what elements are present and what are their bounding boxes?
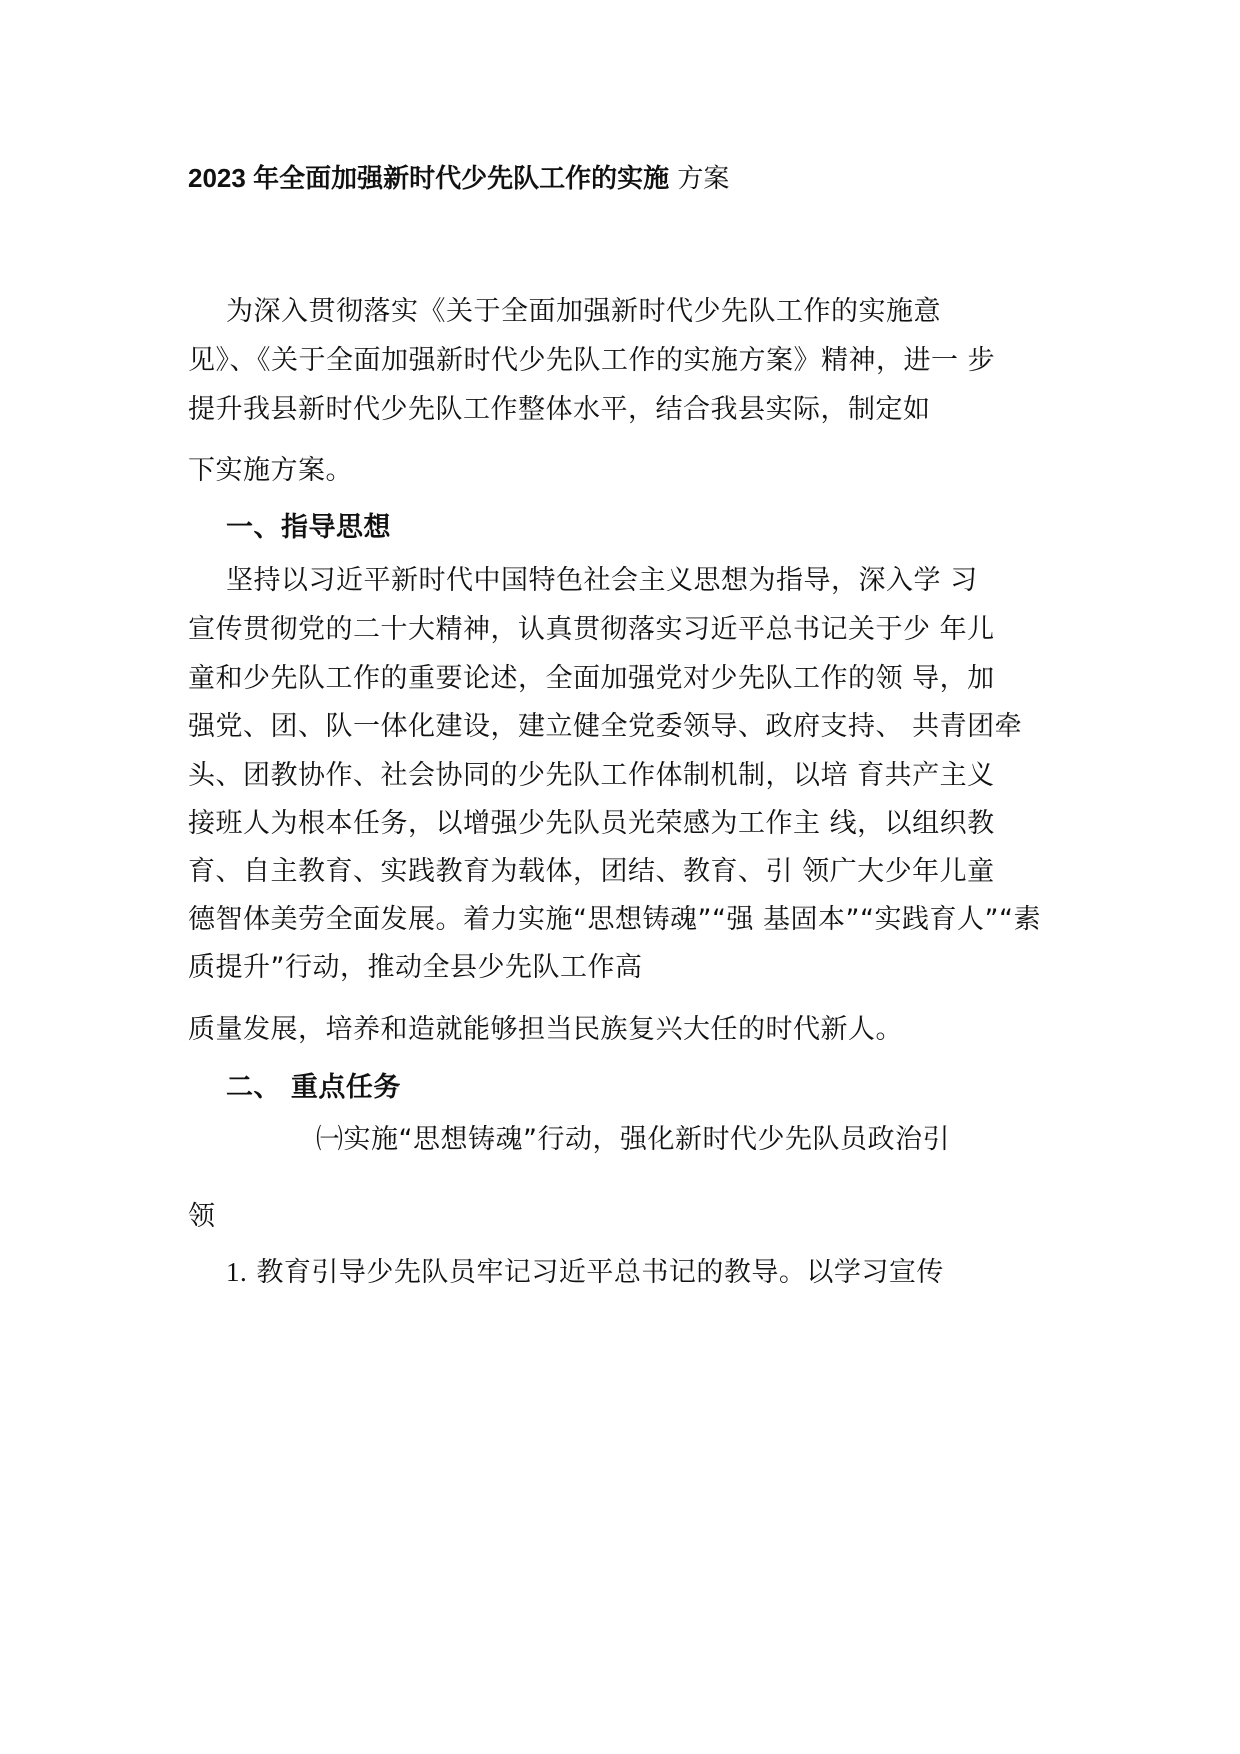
document-title [188, 160, 729, 197]
section1-line-5: 头、团教协作、社会协同的少先队工作体制机制，以培 育共产主义 [188, 760, 995, 791]
item-1-number: 1. [226, 1257, 248, 1287]
intro-line-4: 下实施方案。 [188, 455, 353, 486]
item-1-text: 教育引导少先队员牢记习近平总书记的教导。以学习宣传 [256, 1257, 944, 1288]
section1-line-2: 宣传贯彻党的二十大精神，认真贯彻落实习近平总书记关于少 年儿 [188, 614, 995, 645]
section1-line-4: 强党、团、队一体化建设，建立健全党委领导、政府支持、 共青团牵 [188, 711, 1023, 742]
intro-line-3: 提升我县新时代少先队工作整体水平，结合我县实际，制定如 [188, 394, 931, 425]
section1-line-10: 质量发展，培养和造就能够担当民族复兴大任的时代新人。 [188, 1014, 903, 1045]
section1-line-8: 德智体美劳全面发展。着力实施“思想铸魂”“强 基固本”“实践育人”“素 [188, 904, 1041, 935]
section1-line-7: 育、自主教育、实践教育为载体，团结、教育、引 领广大少年儿童 [188, 856, 995, 887]
intro-line-2: 见》、《关于全面加强新时代少先队工作的实施方案》精神，进一 步 [188, 345, 996, 376]
subsection-heading-1-continued: 领 [188, 1201, 216, 1232]
item-1 [226, 1252, 944, 1293]
section1-line-3: 童和少先队工作的重要论述，全面加强党对少先队工作的领 导，加 [188, 663, 995, 694]
section1-line-6: 接班人为根本任务，以增强少先队员光荣感为工作主 线，以组织教 [188, 808, 995, 839]
section-heading-guiding-ideology: 一、指导思想 [226, 512, 391, 543]
section1-line-9: 质提升”行动，推动全县少先队工作高 [188, 952, 643, 983]
subsection-heading-1: ㈠实施“思想铸魂”行动，强化新时代少先队员政治引 [316, 1124, 950, 1155]
section-heading-key-tasks: 二、 重点任务 [226, 1072, 401, 1103]
section1-line-1: 坚持以习近平新时代中国特色社会主义思想为指导，深入学 习 [226, 565, 978, 596]
title-main: 2023 年全面加强新时代少先队工作的实施 [188, 163, 670, 193]
title-tail: 方案 [669, 164, 730, 194]
intro-line-1: 为深入贯彻落实《关于全面加强新时代少先队工作的实施意 [226, 296, 941, 327]
